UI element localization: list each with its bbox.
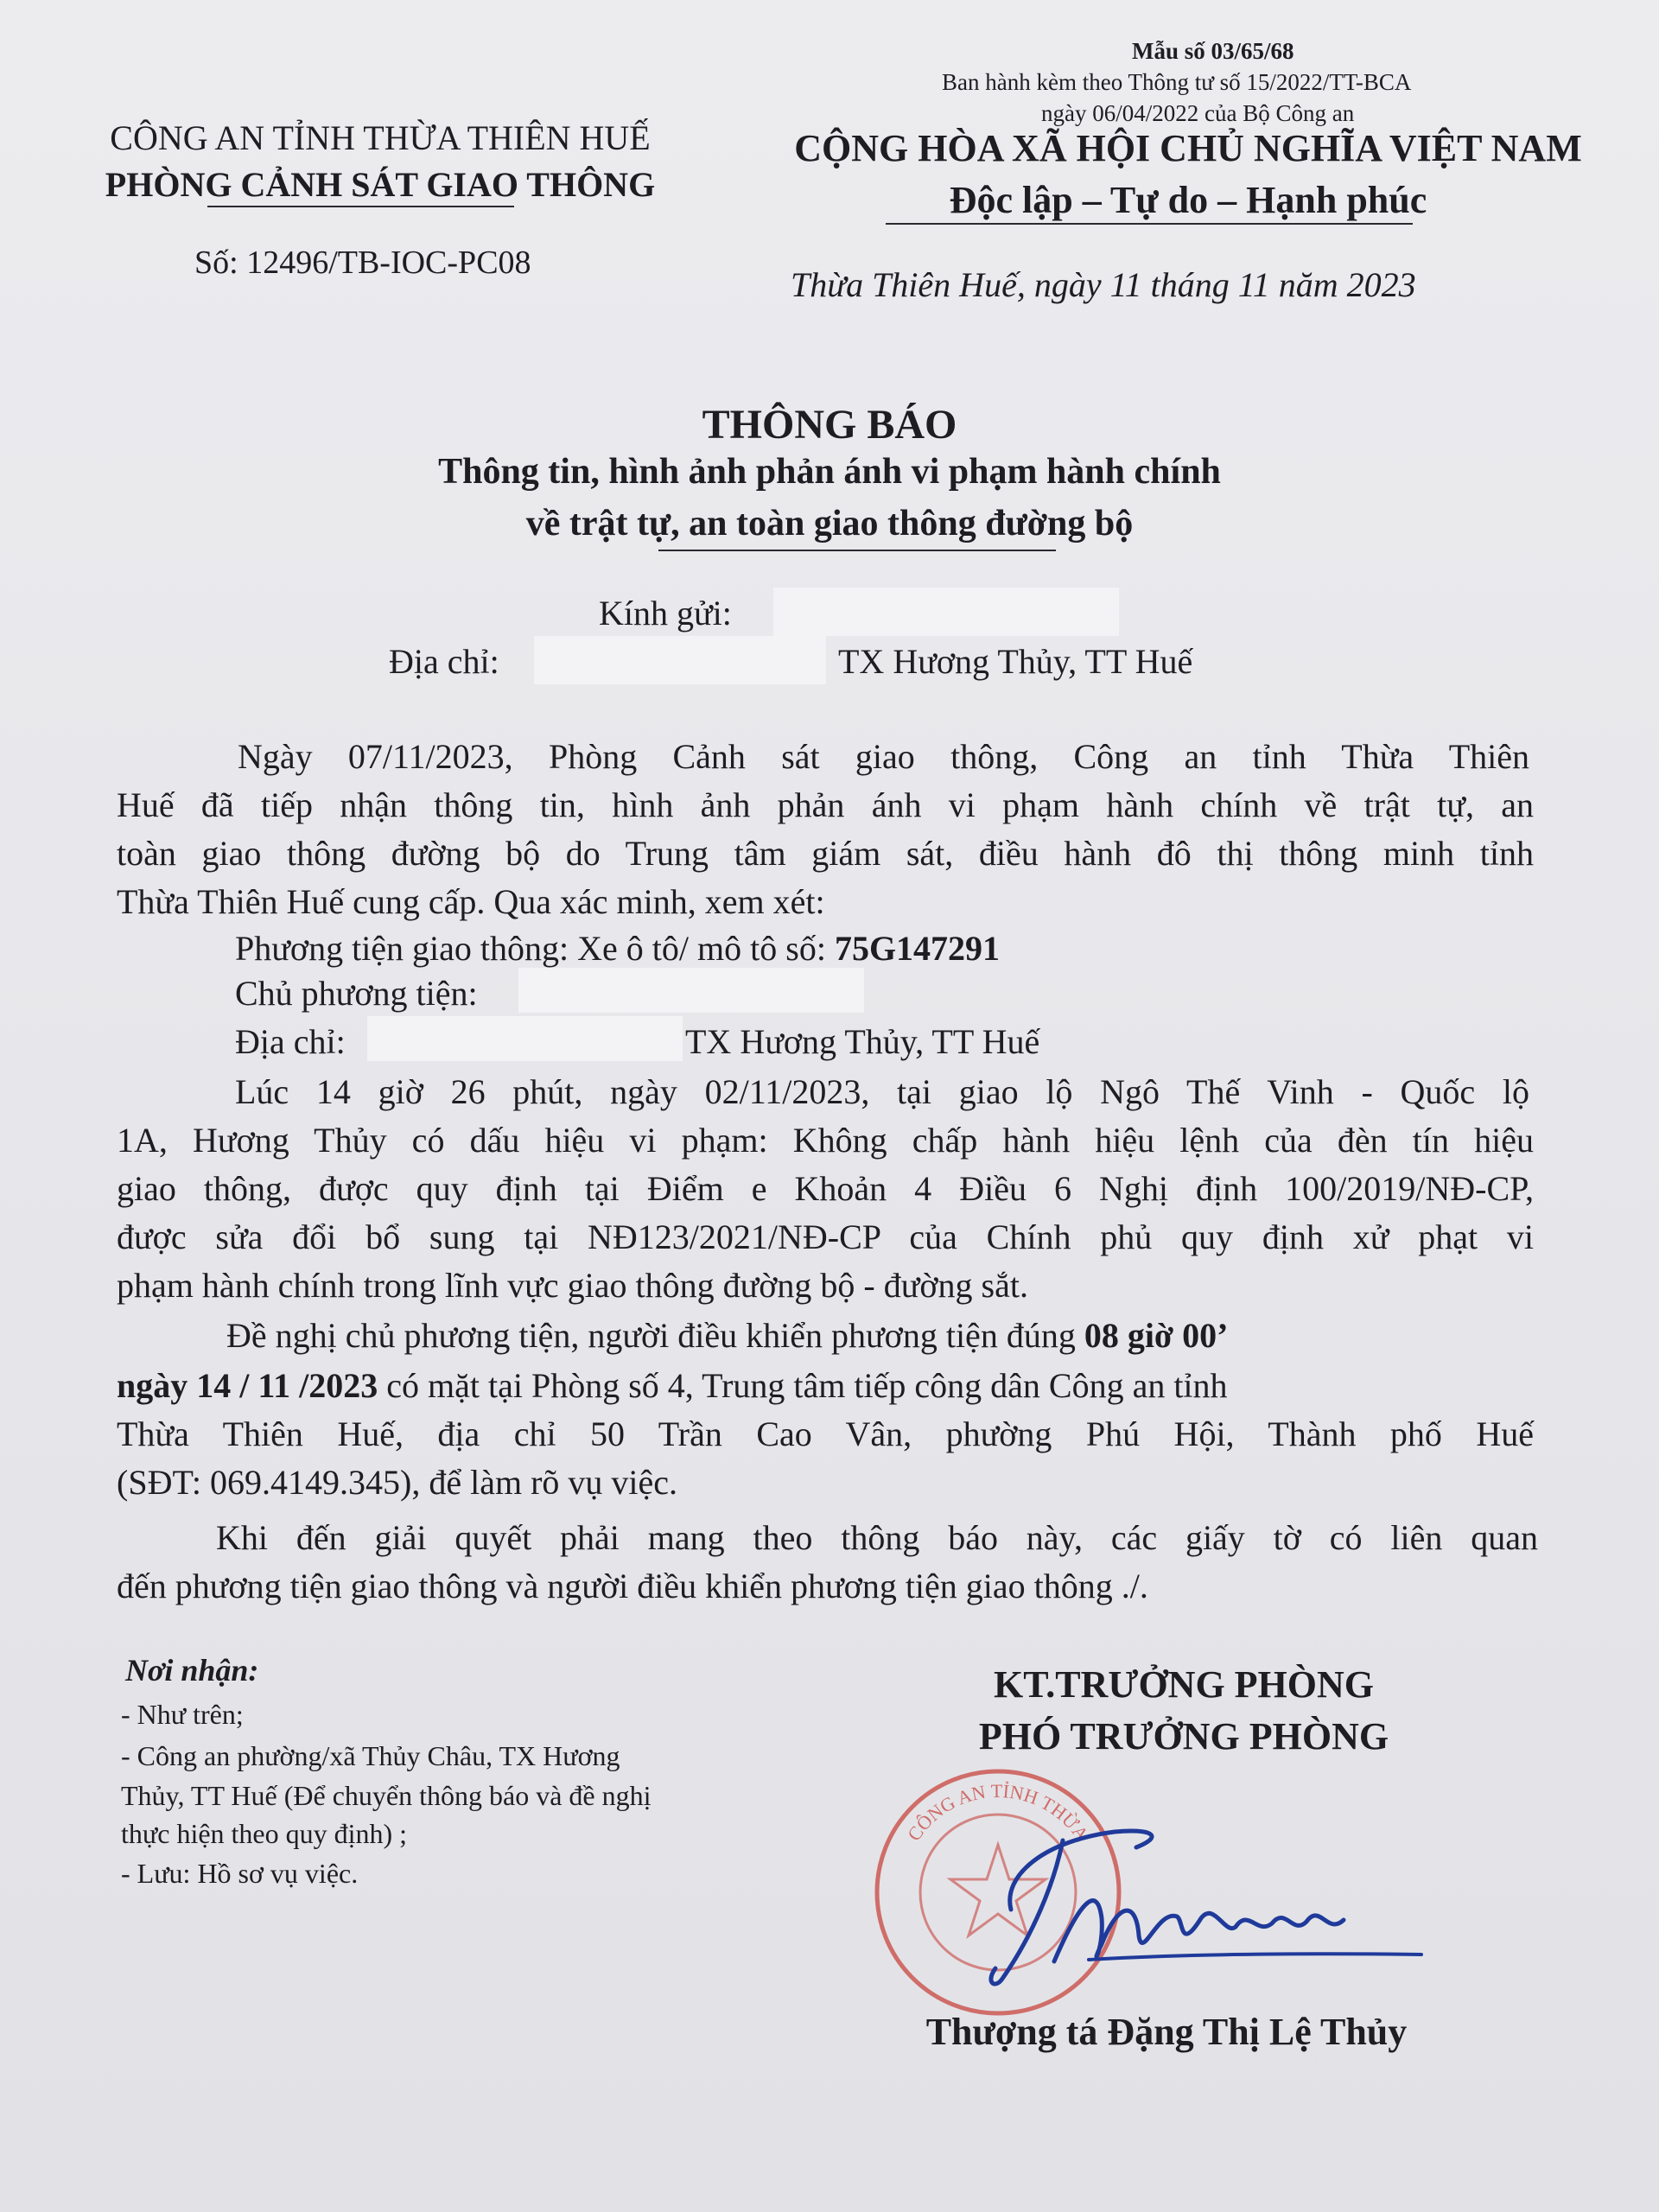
body-line — [117, 1365, 1534, 1407]
recipient-item: thực hiện theo quy định) ; — [121, 1818, 408, 1849]
recipient-item: - Lưu: Hồ sơ vụ việc. — [121, 1858, 359, 1889]
owner-address-tail: TX Hương Thủy, TT Huế — [685, 1022, 1040, 1061]
body-line: (SĐT: 069.4149.345), để làm rõ vụ việc. — [117, 1463, 678, 1502]
redacted-addressee — [773, 588, 1119, 636]
appointment-place: có mặt tại Phòng số 4, Trung tâm tiếp công dân Công an tỉnh — [378, 1366, 1228, 1405]
body-line: Khi đến giải quyết phải mang theo thông báo này, các giấy tờ có liên quan — [216, 1518, 1538, 1557]
signer-name: Thượng tá Đặng Thị Lệ Thủy — [925, 2011, 1408, 2053]
body-line: Thừa Thiên Huế, địa chỉ 50 Trần Cao Vân, phường Phú Hội, Thành phố Huế — [117, 1414, 1534, 1453]
agency-underline — [207, 206, 514, 207]
signatory-title-1: KT.TRƯỞNG PHÒNG — [994, 1663, 1374, 1706]
form-issued-with: Ban hành kèm theo Thông tư số 15/2022/TT-BCA — [942, 69, 1412, 95]
owner-address-label: Địa chỉ: — [235, 1022, 346, 1061]
body-line: Thừa Thiên Huế cung cấp. Qua xác minh, xem xét: — [117, 882, 825, 921]
body-line: được sửa đổi bổ sung tại NĐ123/2021/NĐ-CP của Chính phủ quy định xử phạt vi — [117, 1217, 1534, 1256]
document-subtitle-1: Thông tin, hình ảnh phản ánh vi phạm hành chính — [438, 452, 1221, 492]
recipient-item: Thủy, TT Huế (Để chuyển thông báo và đề nghị — [121, 1780, 652, 1811]
vehicle-line — [235, 928, 1652, 969]
dateline: Thừa Thiên Huế, ngày 11 tháng 11 năm 2023 — [791, 265, 1416, 304]
redacted-owner-address — [367, 1016, 683, 1061]
body-line: toàn giao thông đường bộ do Trung tâm giám sát, điều hành đô thị thông minh tỉnh — [117, 834, 1534, 873]
agency-department: PHÒNG CẢNH SÁT GIAO THÔNG — [105, 165, 656, 204]
body-line: giao thông, được quy định tại Điểm e Khoản 4 Điều 6 Nghị định 100/2019/NĐ-CP, — [117, 1169, 1534, 1208]
vehicle-plate: 75G147291 — [834, 929, 1001, 968]
body-line: Ngày 07/11/2023, Phòng Cảnh sát giao thông, Công an tỉnh Thừa Thiên — [238, 737, 1529, 776]
body-line: phạm hành chính trong lĩnh vực giao thông đường bộ - đường sắt. — [117, 1266, 1028, 1305]
addressee-address-label: Địa chỉ: — [389, 642, 499, 681]
document-title: THÔNG BÁO — [702, 402, 957, 448]
form-issued-date: ngày 06/04/2022 của Bộ Công an — [1041, 100, 1355, 126]
body-line: đến phương tiện giao thông và người điều khiển phương tiện giao thông ./. — [117, 1567, 1148, 1605]
body-line: 1A, Hương Thủy có dấu hiệu vi phạm: Không chấp hành hiệu lệnh của đèn tín hiệu — [117, 1121, 1534, 1160]
recipient-item: - Công an phường/xã Thủy Châu, TX Hương — [121, 1740, 620, 1771]
owner-label: Chủ phương tiện: — [235, 974, 478, 1013]
motto-underline — [886, 223, 1413, 225]
body-line: Huế đã tiếp nhận thông tin, hình ảnh phản ánh vi phạm hành chính về trật tự, an — [117, 785, 1534, 824]
document-number: Số: 12496/TB-IOC-PC08 — [194, 245, 531, 281]
handwritten-signature — [950, 1806, 1434, 2005]
redacted-address — [534, 636, 826, 684]
body-line: Lúc 14 giờ 26 phút, ngày 02/11/2023, tại giao lộ Ngô Thế Vinh - Quốc lộ — [235, 1072, 1529, 1111]
body-line — [226, 1315, 1643, 1357]
title-underline — [658, 550, 1056, 551]
request-text: Đề nghị chủ phương tiện, người điều khiển phương tiện đúng — [226, 1316, 1084, 1355]
form-number: Mẫu số 03/65/68 — [1132, 38, 1294, 64]
addressee-label: Kính gửi: — [599, 594, 732, 632]
appointment-date: ngày 14 / 11 /2023 — [117, 1366, 378, 1405]
addressee-address-tail: TX Hương Thủy, TT Huế — [838, 642, 1193, 681]
recipient-item: - Như trên; — [121, 1699, 244, 1730]
signatory-title-2: PHÓ TRƯỞNG PHÒNG — [978, 1715, 1389, 1758]
redacted-owner — [518, 968, 864, 1013]
appointment-time: 08 giờ 00’ — [1084, 1316, 1229, 1355]
nation-name: CỘNG HÒA XÃ HỘI CHỦ NGHĨA VIỆT NAM — [794, 127, 1582, 169]
agency-parent: CÔNG AN TỈNH THỪA THIÊN HUẾ — [110, 118, 651, 157]
nation-motto: Độc lập – Tự do – Hạnh phúc — [949, 179, 1427, 221]
seal-text: CÔNG AN TỈNH THỪA — [902, 1779, 1094, 1845]
recipients-heading: Nơi nhận: — [125, 1653, 259, 1688]
document-subtitle-2: về trật tự, an toàn giao thông đường bộ — [525, 504, 1134, 543]
vehicle-label: Phương tiện giao thông: Xe ô tô/ mô tô số: — [235, 929, 835, 968]
